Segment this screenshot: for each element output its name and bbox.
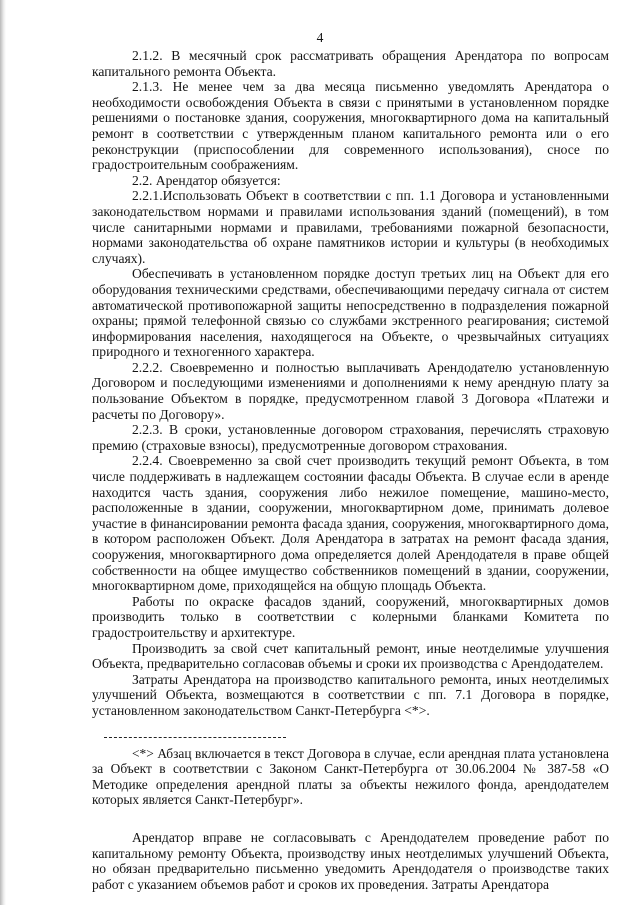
footnote: <*> Абзац включается в текст Договора в случае, если арендная плата установлена за Объект в соответствии с Законом Санкт-Петербурга от 30.06.2004 № 387-58 «О Методике определения арендной платы за объекты нежилого фонда, арендодателем которых является Санкт-Петербург». [92,745,609,808]
paragraph-2-2-3: 2.2.3. В сроки, установленные договором страхования, перечислять страховую премию (страховые взносы), предусмотренные договором страхования. [92,422,609,453]
paragraph-capital-repair: Производить за свой счет капитальный ремонт, иные неотделимые улучшения Объекта, предварительно согласовав объемы и сроки их производства с Арендодателем. [92,640,609,672]
paragraph-2-2-1: 2.2.1.Использовать Объект в соответствии с пп. 1.1 Договора и установленными законодательством нормами и правилами использования зданий (помещений), в том числе санитарными нормами и правилами, требованиями пожарной безопасности, нормами законодательства об охране памятников истории и культуры (в необходимых случаях). [92,188,609,266]
paragraph-facade-painting: Работы по окраске фасадов зданий, сооружений, многоквартирных домов производить только в соответствии с колерными бланками Комитета по градостроительству и архитектуре. [92,593,609,640]
footnote-separator [104,737,286,738]
paragraph-2-2-4: 2.2.4. Своевременно за свой счет производить текущий ремонт Объекта, в том числе поддерживать в надлежащем состоянии фасады Объекта. В случае если в аренде находится часть здания, сооружения либо нежилое помещение, машино-место, расположенные в здании, сооружении, многоквартирном доме, принимать долевое участие в финансировании ремонта фасада здания, сооружения, многоквартирного дома, в котором расположен Объект. Доля Арендатора в затратах на ремонт фасада здания, сооружения, многоквартирного дома определяется долей Арендодателя в праве общей собственности на общее имущество собственников помещений в здании, сооружении, многоквартирном доме, приходящейся на общую площадь Объекта. [92,453,609,594]
closing-paragraph: Арендатор вправе не согласовывать с Арендодателем проведение работ по капитальному ремонту Объекта, производству иных неотделимых улучшений Объекта, но обязан предварительно письменно уведомить Арендодателя о производстве таких работ с указанием объемов работ и сроков их проведения. Затраты Арендатора [92,829,609,892]
paragraph-repair-costs: Затраты Арендатора на производство капитального ремонта, иных неотделимых улучшений Объекта, возмещаются в соответствии с пп. 7.1 Договора в порядке, установленном законодательством Санкт-Петербурга <*>. [92,671,609,718]
paragraph-2-1-3: 2.1.3. Не менее чем за два месяца письменно уведомлять Арендатора о необходимости освобождения Объекта в связи с принятыми в установленном порядке решениями о постановке здания, сооружения, многоквартирного дома на капитальный ремонт в соответствии с утвержденным планом капитального ремонта или о его реконструкции (приспособлении для современного использования), сносе по градостроительным соображениям. [92,79,609,173]
spacer [92,808,609,830]
page-number: 4 [316,30,324,45]
paragraph-2-2-2: 2.2.2. Своевременно и полностью выплачивать Арендодателю установленную Договором и последующими изменениями и дополнениями к нему арендную плату за пользование Объектом в порядке, предусмотренном главой 3 Договора «Платежи и расчеты по Договору». [92,359,609,422]
document-body [92,48,609,892]
scan-edge-shadow [0,0,6,905]
paragraph-2-1-2: 2.1.2. В месячный срок рассматривать обращения Арендатора по вопросам капитального ремонта Объекта. [92,48,609,79]
paragraph-2-2-heading: 2.2. Арендатор обязуется: [132,172,281,188]
paragraph-access-provision: Обеспечивать в установленном порядке доступ третьих лиц на Объект для его оборудования техническими средствами, обеспечивающими передачу сигнала от систем автоматической противопожарной защиты непосредственно в подразделения пожарной охраны; прямой телефонной связью со службами экстренного реагирования; системой информирования населения, находящегося на Объекте, о чрезвычайных ситуациях природного и техногенного характера. [92,266,609,360]
